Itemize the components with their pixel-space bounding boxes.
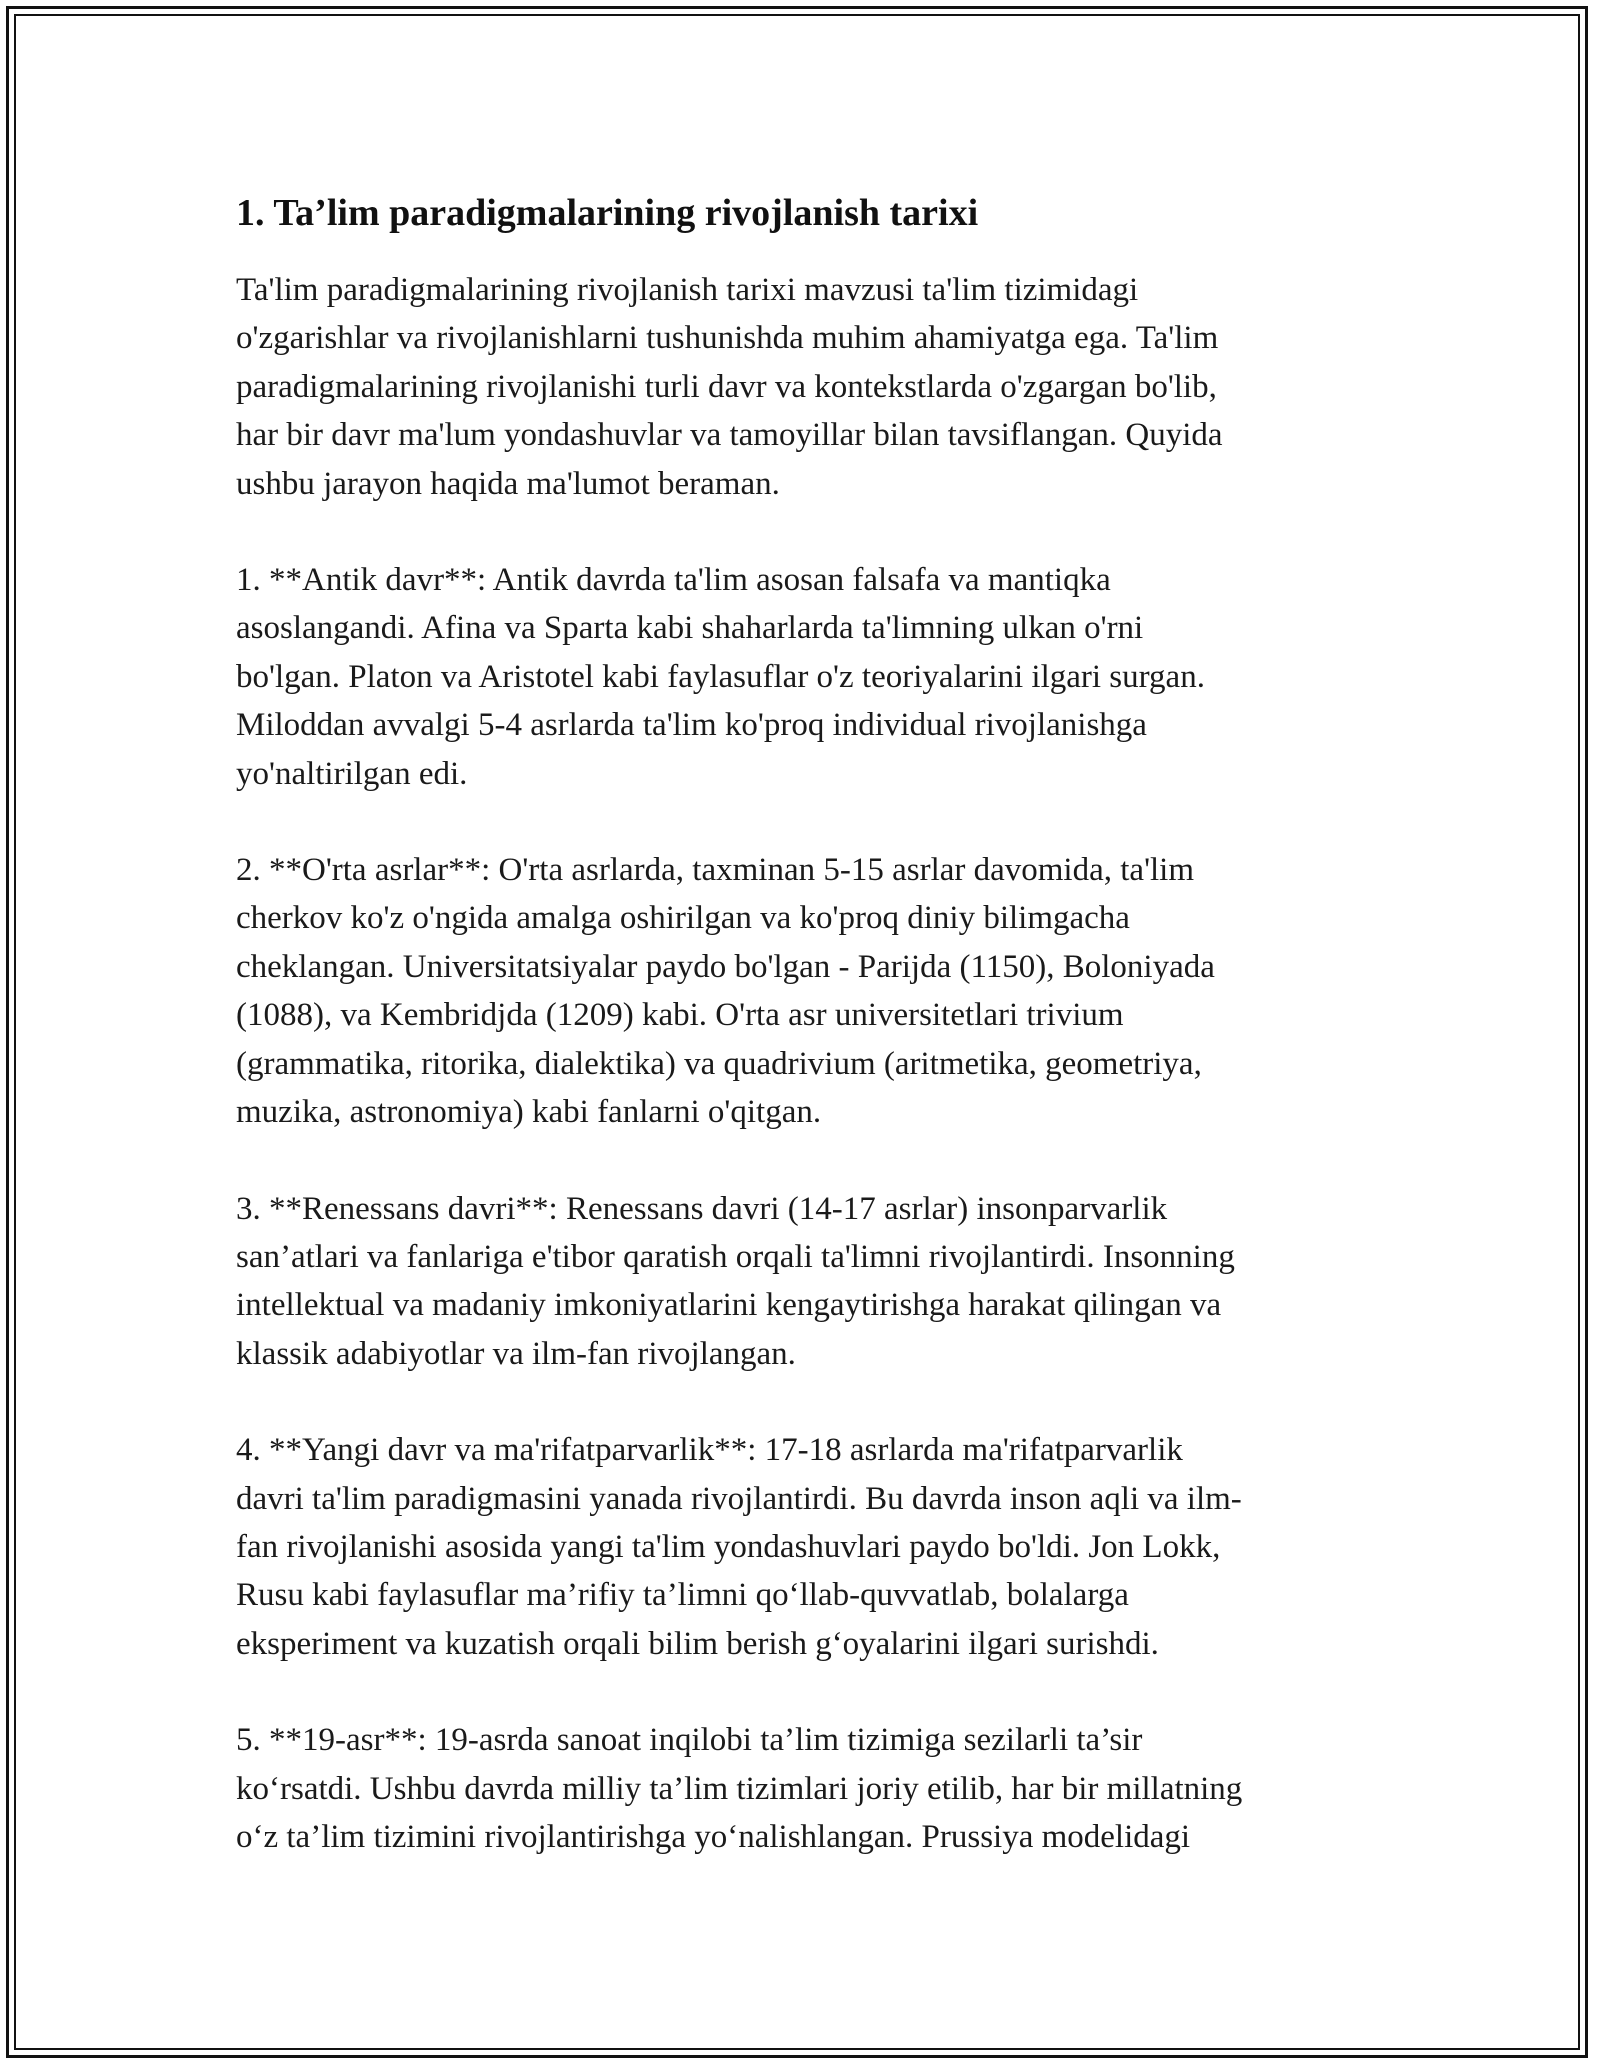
document-body — [236, 186, 1366, 1861]
list-item-orta-asrlar: 2. **O'rta asrlar**: O'rta asrlarda, taxminan 5-15 asrlar davomida, ta'lim cherkov ko'z o'ngida amalga oshirilgan va ko'proq diniy bilimgacha cheklangan. Universitatsiyalar paydo bo'lgan - Parijda (1150), Boloniyada (1088), va Kembridjda (1209) kabi. O'rta asr universitetlari trivium (grammatika, ritorika, dialektika) va quadrivium (aritmetika, geometriya, muzika, astronomiya) kabi fanlarni o'qitgan. — [236, 852, 1215, 1131]
list-item-antik-davr: 1. **Antik davr**: Antik davrda ta'lim asosan falsafa va mantiqka asoslangandi. Afina va Sparta kabi shaharlarda ta'limning ulkan o'rni bo'lgan. Platon va Aristotel kabi faylasuflar o'z teoriyalarini ilgari surgan. Miloddan avvalgi 5-4 asrlarda ta'lim ko'proq individual rivojlanishga yo'naltirilgan edi. — [236, 562, 1205, 792]
list-item-renessans-davri: 3. **Renessans davri**: Renessans davri (14-17 asrlar) insonparvarlik san’atlari va fanlariga e'tibor qaratish orqali ta'limni rivojlantirdi. Insonning intellektual va madaniy imkoniyatlarini kengaytirishga harakat qilingan va klassik adabiyotlar va ilm-fan rivojlangan. — [236, 1190, 1235, 1372]
intro-paragraph: Ta'lim paradigmalarining rivojlanish tarixi mavzusi ta'lim tizimidagi o'zgarishlar va rivojlanishlarni tushunishda muhim ahamiyatga ega. Ta'lim paradigmalarining rivojlanishi turli davr va kontekstlarda o'zgargan bo'lib, har bir davr ma'lum yondashuvlar va tamoyillar bilan tavsiflangan. Quyida ushbu jarayon haqida ma'lumot beraman. — [236, 272, 1223, 502]
section-heading: 1. Ta’lim paradigmalarining rivojlanish tarixi — [236, 192, 979, 234]
list-item-yangi-davr: 4. **Yangi davr va ma'rifatparvarlik**: 17-18 asrlarda ma'rifatparvarlik davri ta'lim paradigmasini yanada rivojlantirdi. Bu davrda inson aqli va ilm- fan rivojlanishi asosida yangi ta'lim yondashuvlari paydo bo'ldi. Jon Lokk, Rusu kabi faylasuflar ma’rifiy ta’limni qo‘llab-quvvatlab, bolalarga eksperiment va kuzatish orqali bilim berish g‘oyalarini ilgari surishdi. — [236, 1432, 1242, 1662]
list-item-19-asr: 5. **19-asr**: 19-asrda sanoat inqilobi ta’lim tizimiga sezilarli ta’sir ko‘rsatdi. Ushbu davrda milliy ta’lim tizimlari joriy etilib, har bir millatning o‘z ta’lim tizimini rivojlantirishga yo‘nalishlangan. Prussiya modelidagi — [236, 1722, 1243, 1855]
